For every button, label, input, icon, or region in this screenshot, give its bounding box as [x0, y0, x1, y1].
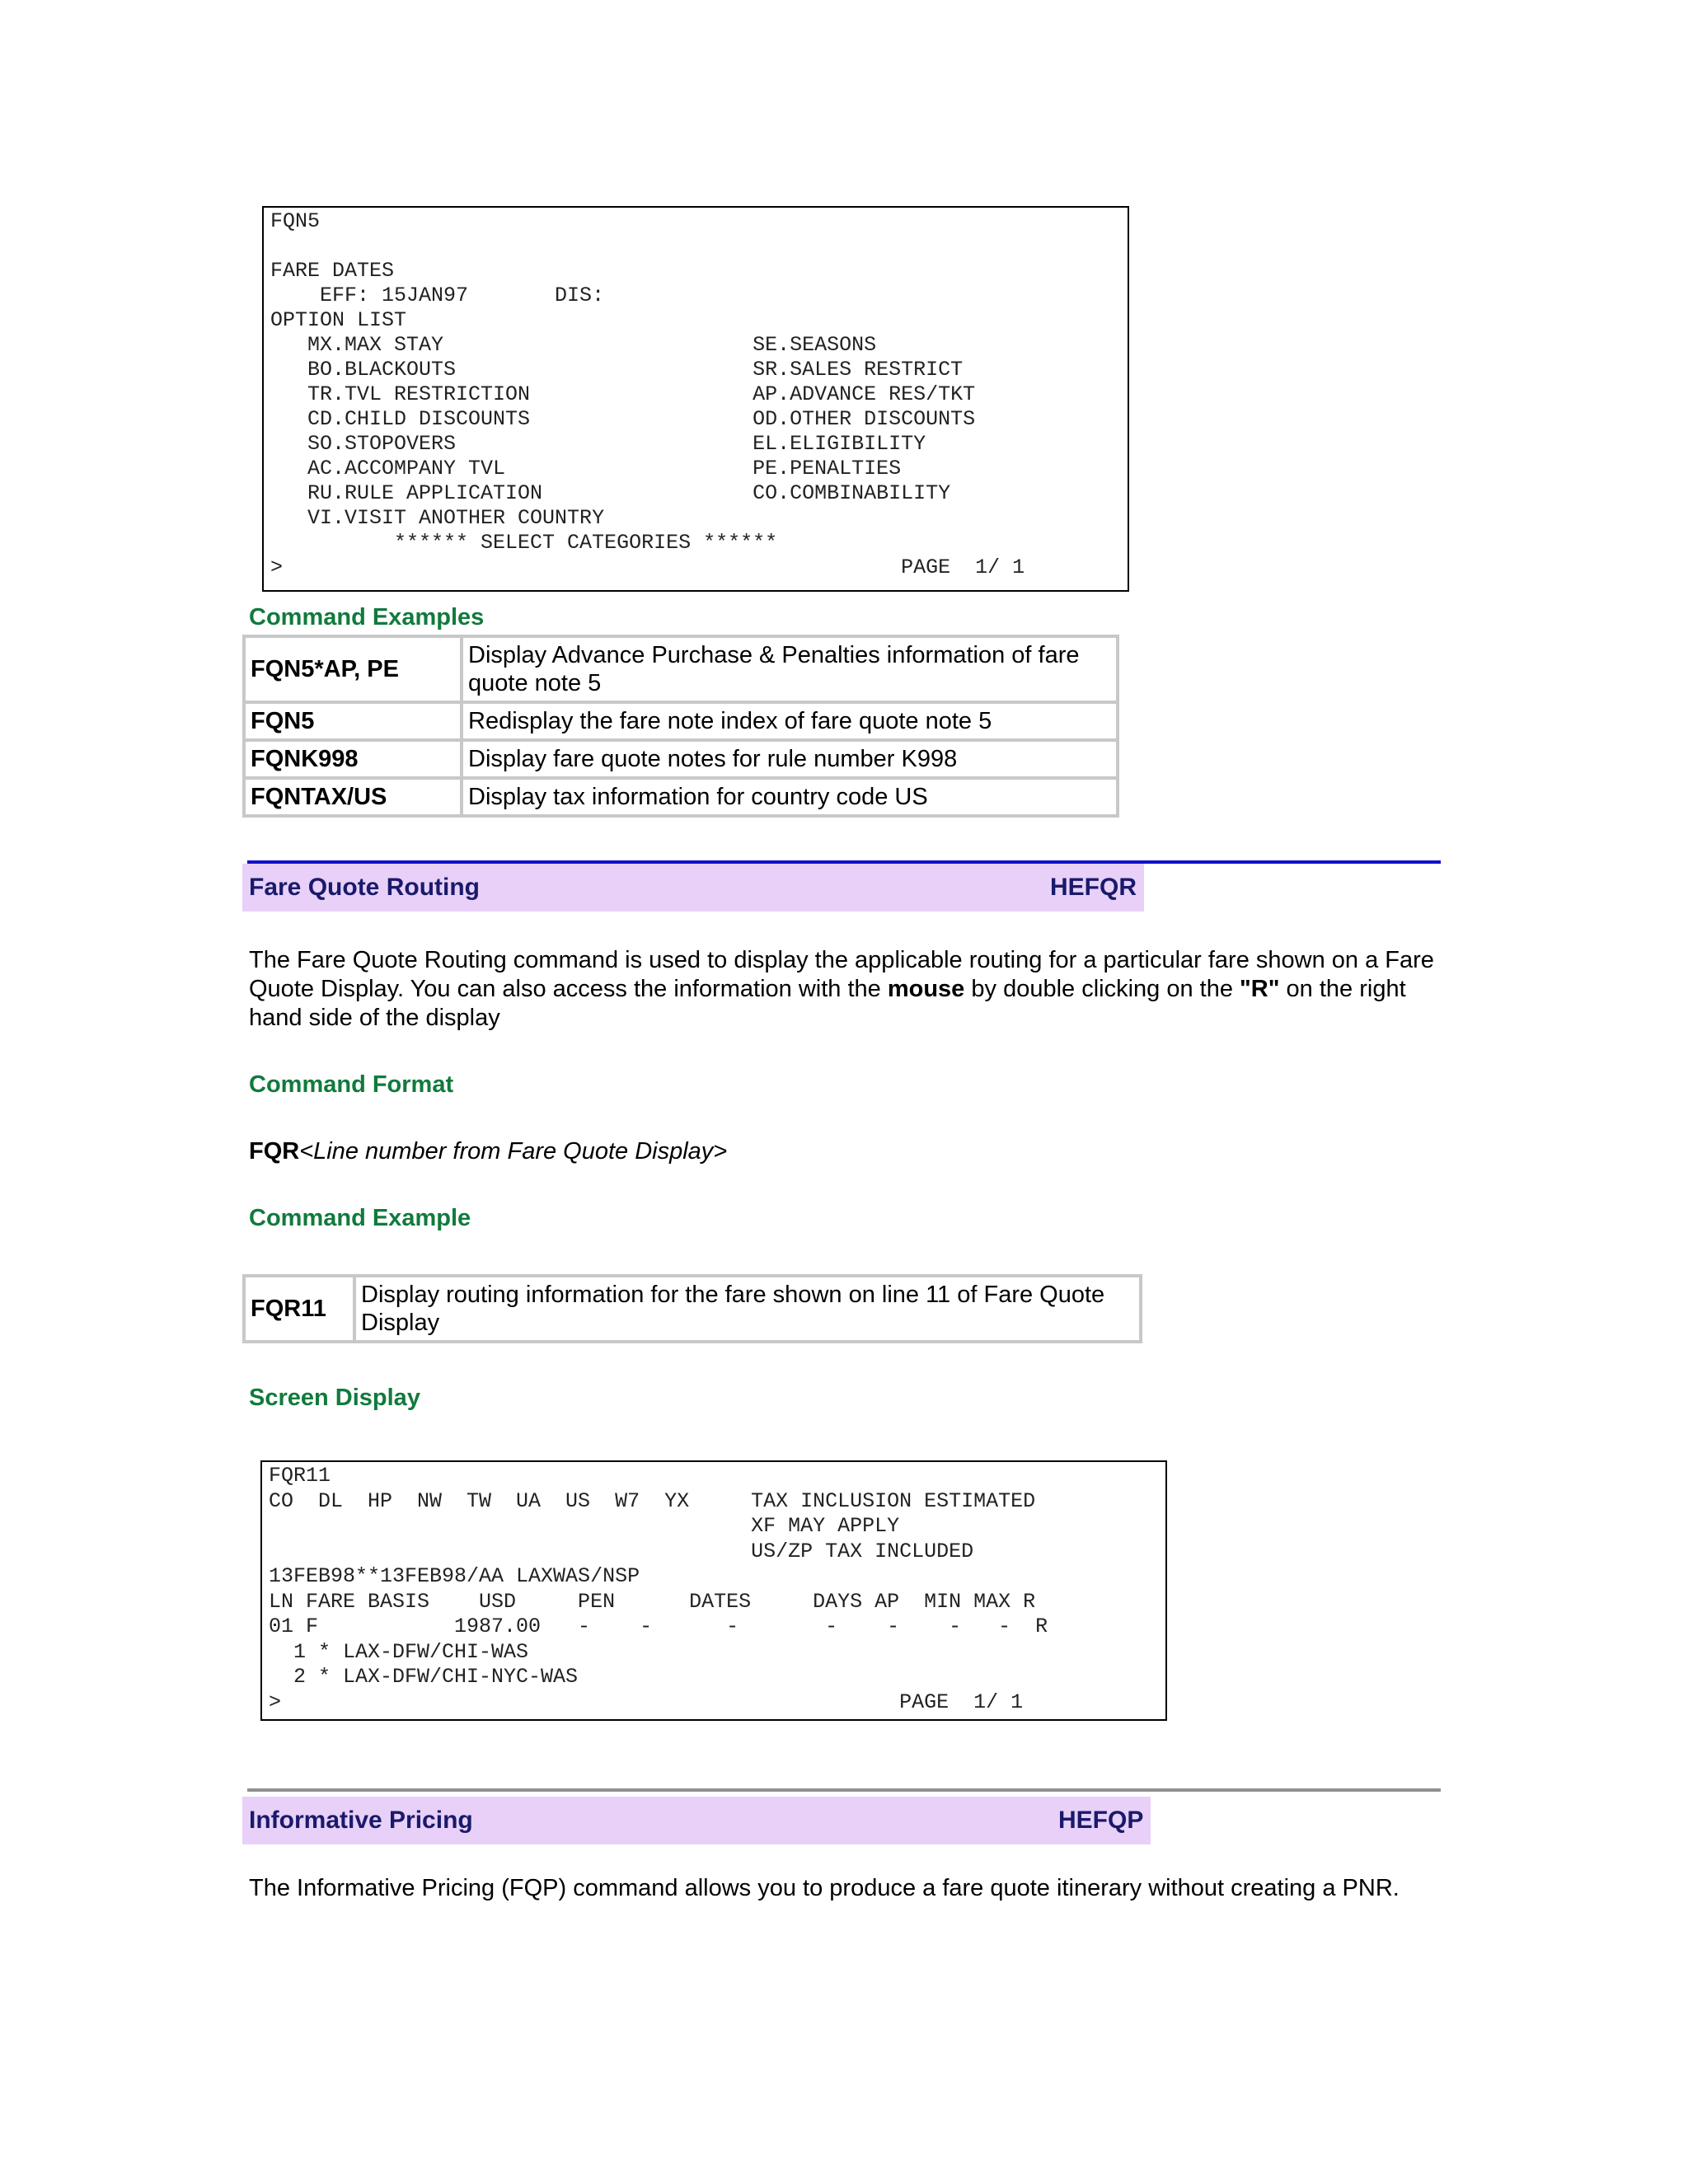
description-cell: Display fare quote notes for rule number K998	[462, 740, 1118, 778]
terminal-line: ****** SELECT CATEGORIES ******	[270, 531, 778, 555]
command-cell: FQNK998	[244, 740, 462, 778]
terminal-line: > PAGE 1/ 1	[269, 1690, 1024, 1714]
table-row	[244, 636, 1118, 702]
terminal-line: XF MAY APPLY	[269, 1514, 900, 1538]
terminal-line: 13FEB98**13FEB98/AA LAXWAS/NSP	[269, 1564, 640, 1588]
terminal-line: VI.VISIT ANOTHER COUNTRY	[270, 506, 605, 530]
fare-quote-routing-header	[242, 864, 1144, 912]
terminal-line: EFF: 15JAN97 DIS:	[270, 284, 605, 307]
screen-display-heading: Screen Display	[249, 1385, 420, 1411]
terminal-line: FARE DATES	[270, 259, 395, 283]
terminal-line: FQR11	[269, 1464, 331, 1488]
terminal-line: CO DL HP NW TW UA US W7 YX TAX INCLUSION ESTIMATED	[269, 1488, 1036, 1513]
terminal-line: SO.STOPOVERS EL.ELIGIBILITY	[270, 432, 926, 456]
terminal-line: 2 * LAX-DFW/CHI-NYC-WAS	[269, 1665, 579, 1689]
description-cell: Display tax information for country code US	[462, 778, 1118, 816]
command-cell: FQNTAX/US	[244, 778, 462, 816]
section-code: HEFQP	[1058, 1807, 1144, 1834]
command-cell: FQR11	[244, 1276, 354, 1342]
terminal-line: TR.TVL RESTRICTION AP.ADVANCE RES/TKT	[270, 382, 976, 406]
fare-notes-terminal	[262, 206, 1129, 592]
table-row	[244, 740, 1118, 778]
terminal-line: LN FARE BASIS USD PEN DATES DAYS AP MIN MAX R	[269, 1589, 1036, 1614]
command-cell: FQN5	[244, 702, 462, 740]
terminal-line: 01 F 1987.00 - - - - - - - R	[269, 1615, 1048, 1638]
section-title: Fare Quote Routing	[249, 874, 480, 901]
command-example-table	[242, 1274, 1142, 1343]
command-cell: FQN5*AP, PE	[244, 636, 462, 702]
terminal-line: AC.ACCOMPANY TVL PE.PENALTIES	[270, 457, 902, 480]
terminal-line: FQN5	[270, 209, 321, 233]
section-divider-gray	[247, 1788, 1441, 1792]
terminal-line: 1 * LAX-DFW/CHI-WAS	[269, 1639, 529, 1664]
table-row	[244, 1276, 1141, 1342]
routing-intro-paragraph: The Fare Quote Routing command is used to display the applicable routing for a particular fare shown on a Fare Quote Display. You can also access the information with the mouse by double clicking on the "R" on the right hand side of the display	[249, 947, 1434, 1031]
pricing-intro-paragraph: The Informative Pricing (FQP) command allows you to produce a fare quote itinerary without creating a PNR.	[249, 1875, 1400, 1901]
command-example-heading: Command Example	[249, 1205, 471, 1231]
terminal-line: BO.BLACKOUTS SR.SALES RESTRICT	[270, 358, 964, 382]
command-format-heading: Command Format	[249, 1071, 454, 1098]
format-argument: <Line number from Fare Quote Display>	[299, 1138, 728, 1165]
routing-terminal	[260, 1460, 1167, 1721]
description-cell: Display routing information for the fare shown on line 11 of Fare Quote Display	[354, 1276, 1141, 1342]
command-examples-heading: Command Examples	[249, 604, 485, 630]
command-format-line	[249, 1137, 727, 1166]
command-examples-table	[242, 635, 1119, 818]
description-cell: Redisplay the fare note index of fare quote note 5	[462, 702, 1118, 740]
informative-pricing-header	[242, 1797, 1151, 1844]
table-row	[244, 702, 1118, 740]
terminal-line: RU.RULE APPLICATION CO.COMBINABILITY	[270, 481, 951, 505]
format-command: FQR	[249, 1138, 300, 1165]
section-title: Informative Pricing	[249, 1807, 473, 1834]
terminal-line: US/ZP TAX INCLUDED	[269, 1539, 974, 1563]
terminal-line: CD.CHILD DISCOUNTS OD.OTHER DISCOUNTS	[270, 407, 976, 431]
terminal-line: > PAGE 1/ 1	[270, 555, 1025, 579]
table-row	[244, 778, 1118, 816]
terminal-line: OPTION LIST	[270, 308, 407, 332]
section-code: HEFQR	[1050, 874, 1137, 901]
description-cell: Display Advance Purchase & Penalties information of fare quote note 5	[462, 636, 1118, 702]
terminal-line: MX.MAX STAY SE.SEASONS	[270, 333, 877, 357]
